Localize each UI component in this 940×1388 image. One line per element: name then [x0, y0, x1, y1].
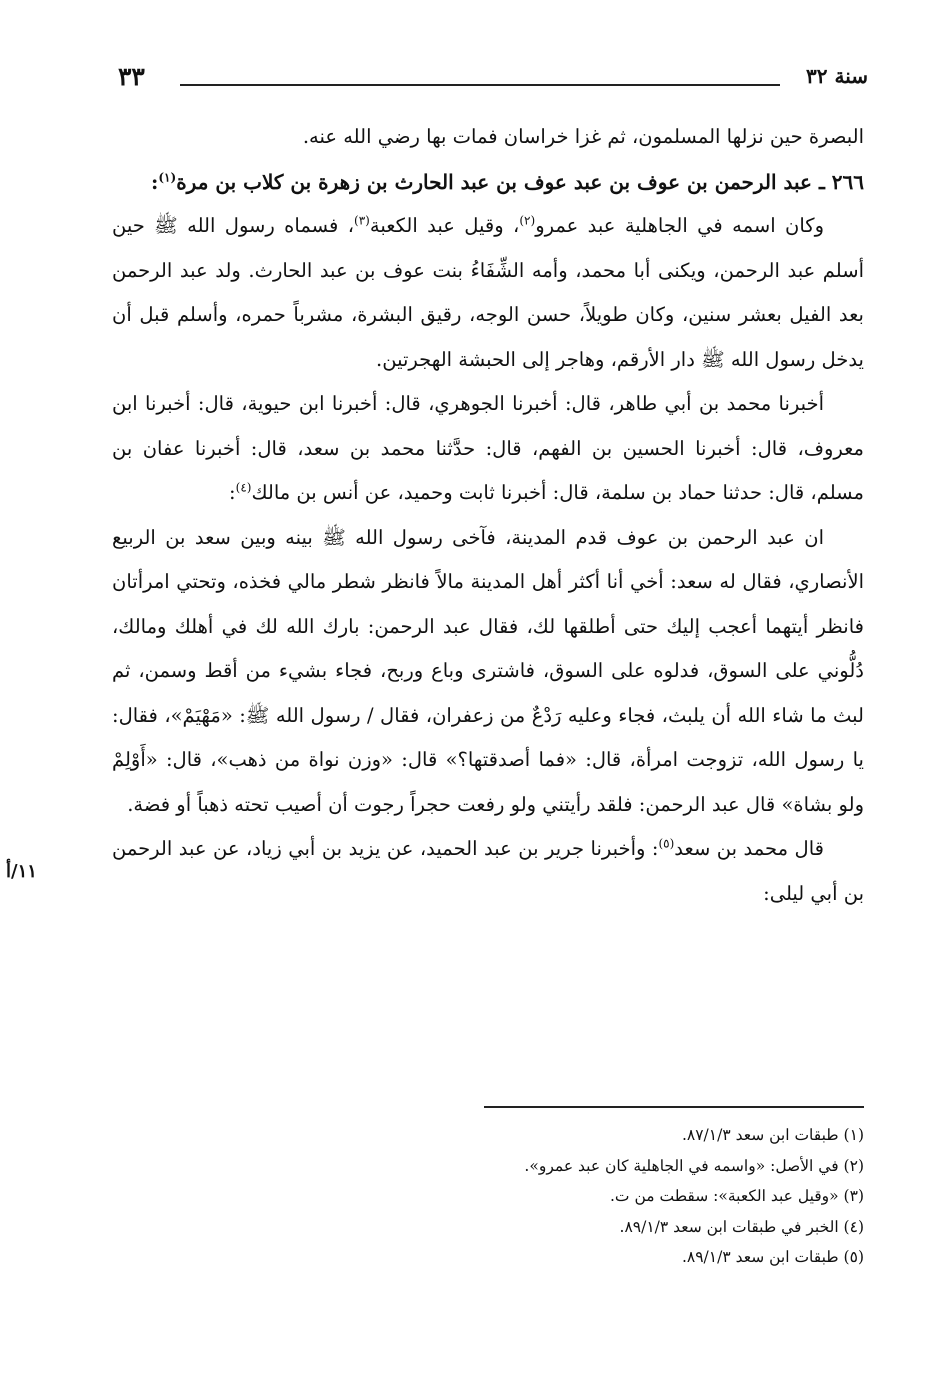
- text-run: :: [229, 481, 236, 504]
- page-number: ٣٣: [118, 62, 145, 91]
- text-run: ، فسماه رسول الله ﷺ حين أسلم عبد الرحمن، ويكنى أبا محمد، وأمه الشِّفَاءُ بنت عوف بن عبد الحارث. ولد عبد الرحمن بعد الفيل بعشر سنين، وكان طويلاً، حسن الوجه، رقيق البشرة، مشرباً حمره، وأسلم قبل أن يدخل رسول الله ﷺ دار الأرقم، وهاجر إلى الحبشة الهجرتين.: [112, 214, 864, 371]
- text-run: : وأخبرنا جرير بن عبد الحميد، عن يزيد بن أبي زياد، عن عبد الرحمن بن أبي ليلى:: [112, 837, 864, 905]
- header-rule: [180, 84, 780, 86]
- page-header: [118, 62, 868, 98]
- paragraph-narration: ان عبد الرحمن بن عوف قدم المدينة، فآخى رسول الله ﷺ بينه وبين سعد بن الربيع الأنصاري، فقال له سعد: أخي أنا أكثر أهل المدينة مالاً فانظر شطر مالي فخذه، وتحتي امرأتان فانظر أيتهما أعجب إليك حتى أطلقها لك، فقال عبد الرحمن: بارك الله لك في أهلك ومالك، دُلُّوني على السوق، فدلوه على السوق، فاشترى وباع وربح، فجاء بشيء من أقط وسمن، ثم لبث ما شاء الله أن يلبث، فجاء وعليه رَدْعٌ من زعفران، فقال / رسول الله ﷺ: «مَهْيَمْ»، فقال: يا رسول الله، تزوجت امرأة، قال: «فما أصدقتها؟» قال: «وزن نواة من ذهب»، قال: «أَوْلِمْ ولو بشاة» قال عبد الرحمن: فلقد رأيتني ولو رفعت حجراً رجوت أن أصيب تحته ذهباً أو فضة.: [112, 525, 864, 816]
- footnote-2: (٢) في الأصل: «واسمه في الجاهلية كان عبد عمرو».: [524, 1156, 864, 1175]
- footnote-rule: [484, 1106, 864, 1108]
- entry-heading-end: :: [150, 169, 159, 194]
- text-run: قال محمد بن سعد: [674, 837, 824, 860]
- text-run: وكان اسمه في الجاهلية عبد عمرو: [535, 214, 824, 237]
- text-run: أخبرنا محمد بن أبي طاهر، قال: أخبرنا الجوهري، قال: أخبرنا ابن حيوية، قال: أخبرنا ابن معروف، قال: أخبرنا الحسين بن الفهم، قال: حدَّثنا محمد بن سعد، قال: أخبرنا عفان بن مسلم، قال: حدثنا حماد بن سلمة، قال: أخبرنا ثابت وحميد، عن أنس بن مالك: [112, 392, 864, 504]
- footnote-ref[interactable]: (٤): [235, 480, 252, 495]
- footnote-ref[interactable]: (٣): [354, 213, 370, 228]
- footnote-ref[interactable]: (٥): [658, 836, 675, 851]
- paragraph-biography: [112, 204, 864, 382]
- footnote-1: (١) طبقات ابن سعد ٨٧/١/٣.: [681, 1126, 864, 1144]
- footnote-4: (٤) الخبر في طبقات ابن سعد ٨٩/١/٣.: [619, 1217, 864, 1236]
- paragraph-continuation: البصرة حين نزلها المسلمون، ثم غزا خراسان فمات بها رضي الله عنه.: [302, 125, 864, 148]
- manuscript-folio-ref: ١١/أ: [6, 861, 37, 882]
- footnote-ref[interactable]: (٢): [519, 213, 536, 228]
- entry-heading-text: ٢٦٦ ـ عبد الرحمن بن عوف بن عبد عوف بن عبد الحارث بن زهرة بن كلاب بن مرة: [176, 169, 864, 194]
- footnote-3: (٣) «وقيل عبد الكعبة»: سقطت من ت.: [610, 1187, 864, 1205]
- footnote-5: (٥) طبقات ابن سعد ٨٩/١/٣.: [681, 1248, 864, 1266]
- running-title: سنة ٣٢: [806, 64, 868, 88]
- text-run: ، وقيل عبد الكعبة: [369, 214, 520, 237]
- entry-heading: [112, 160, 864, 205]
- paragraph-isnad: [112, 382, 864, 516]
- main-text: [112, 115, 864, 916]
- footnotes: [112, 1120, 864, 1273]
- footnote-ref[interactable]: (١): [158, 169, 177, 184]
- paragraph-isnad-2: [112, 827, 864, 916]
